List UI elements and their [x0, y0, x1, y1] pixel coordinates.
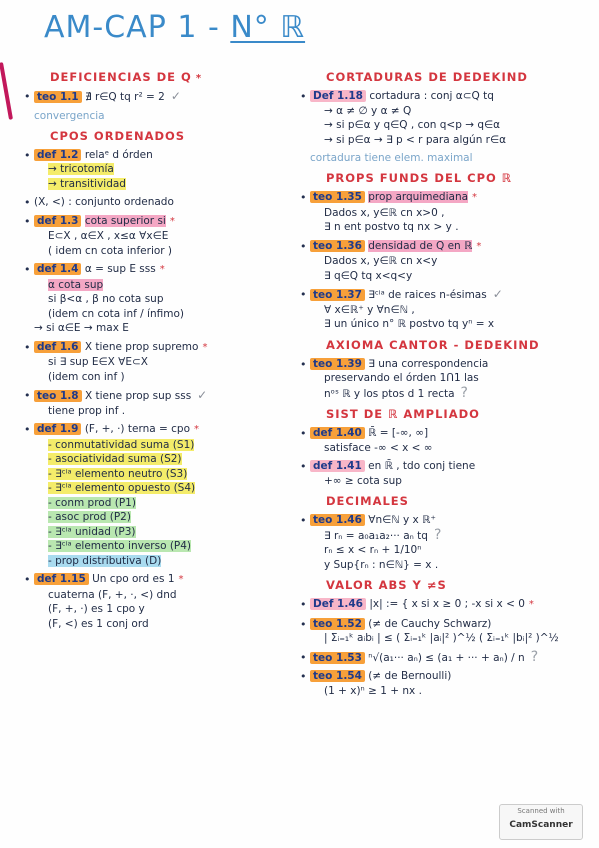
def-1-40: • def 1.40 ℝ̄ = [-∞, ∞] satisface -∞ < x < ∞ [300, 427, 433, 454]
left-column [24, 64, 296, 635]
teo-1-36: • teo 1.36 densidad de Q en ℝ * Dados x, y∈ℝ cn x<y ∃ q∈Q tq x<q<y [300, 239, 482, 282]
teo-1-52: • teo 1.52 (≠ de Cauchy Schwarz) | Σᵢ₌₁ᵏ aᵢbᵢ | ≤ ( Σᵢ₌₁ᵏ |aᵢ|² )^½ ( Σᵢ₌₁ᵏ |bᵢ|² )^½ [300, 617, 559, 644]
section-cortaduras: CORTADURAS DE DEDEKIND [326, 70, 528, 84]
tag-teo-1-1: teo 1.1 [34, 91, 82, 103]
margin-mark [0, 62, 13, 120]
title-main: AM-CAP 1 - [44, 10, 231, 45]
def-1-46: • Def 1.46 |x| := { x si x ≥ 0 ; -x si x < 0 * [300, 598, 534, 611]
section-deficiencias: DEFICIENCIAS DE Q * [50, 70, 203, 84]
teo-1-46: • teo 1.46 ∀n∈ℕ y x ℝ⁺ ∃ rₙ = a₀a₁a₂··· aₙ tq ? rₙ ≤ x < rₙ + 1/10ⁿ y Sup{rₙ : n∈ℕ} = x . [300, 514, 442, 571]
def-1-2: • def 1.2 relaᵉ d órden → tricotomía → transitividad [24, 148, 153, 190]
def-1-9: • def 1.9 (F, +, ·) terna = cpo * - conmutatividad suma (S1) - asociatividad suma (S2) - ∃ᶜⁱᵃ elemento neutro (S3) - ∃ᶜⁱᵃ elemento opuesto (S4) - conm prod (P1) - asoc prod (P2) - ∃ᶜⁱᵃ unidad (P3) - ∃ᶜⁱᵃ elemento inverso (P4) - prop distributiva (D) [24, 423, 200, 567]
teo-1-8: • teo 1.8 X tiene prop sup sss ✓ tiene prop inf . [24, 388, 208, 417]
section-valor-abs: VALOR ABS Y ≠S [326, 578, 447, 592]
teo-1-37: • teo 1.37 ∃ᶜⁱᵃ de raices n-ésimas ✓ ∀ x∈ℝ⁺ y ∀n∈ℕ , ∃ un único n° ℝ postvo tq yⁿ = x [300, 287, 503, 330]
def-1-3: • def 1.3 cota superior si * E⊂X , α∈X , x≤α ∀x∈E ( idem cn cota inferior ) [24, 214, 175, 257]
teo-1-39: • teo 1.39 ∃ una correspondencia preservando el órden 1Ո1 las nᵒˢ ℝ y los ptos d 1 recta ? [300, 357, 489, 401]
teo-1-54: • teo 1.54 (≠ de Bernoulli) (1 + x)ⁿ ≥ 1 + nx . [300, 670, 452, 697]
def-1-41: • def 1.41 en ℝ̄ , tdo conj tiene +∞ ≥ cota sup [300, 460, 476, 487]
section-ampliado: SIST DE ℝ AMPLIADO [326, 407, 480, 421]
section-props-funds: PROPS FUNDS DEL CPO ℝ [326, 171, 513, 185]
def-1-18: • Def 1.18 cortadura : conj α⊂Q tq → α ≠ ∅ y α ≠ Q → si p∈α y q∈Q , con q<p → q∈α → si p∈α → ∃ p < r para algún r∈α [300, 90, 507, 146]
teo-1-1: • teo 1.1 ∄ r∈Q tq r² = 2 ✓ [24, 89, 181, 103]
note-cortadura: cortadura tiene elem. maximal [310, 152, 473, 164]
def-1-4: • def 1.4 α = sup E sss * α cota sup si β<α , β no cota sup (idem cn cota inf / ínfimo) → si α∈E → max E [24, 263, 184, 334]
def-1-15: • def 1.15 Un cpo ord es 1 * cuaterna (F, +, ·, <) dnd (F, +, ·) es 1 cpo y (F, <) es 1 conj ord [24, 573, 184, 630]
section-cpos-ordenados: CPOS ORDENADOS [50, 128, 186, 143]
right-column [300, 64, 595, 702]
ordered-set: • (X, <) : conjunto ordenado [24, 196, 174, 209]
teo-1-35: • teo 1.35 prop arquimediana * Dados x, y∈ℝ cn x>0 , ∃ n ent postvo tq nx > y . [300, 191, 478, 233]
page-title [44, 10, 305, 45]
section-axioma: AXIOMA CANTOR - DEDEKIND [326, 337, 540, 352]
section-decimales: DECIMALES [326, 494, 409, 508]
camscanner-badge: Scanned with CamScanner [499, 804, 583, 840]
teo-1-53: • teo 1.53 ⁿ√(a₁··· aₙ) ≤ (a₁ + ··· + aₙ) / n ? [300, 648, 539, 665]
title-underlined: N° ℝ [230, 10, 306, 45]
note-convergencia: convergencia [34, 109, 105, 122]
def-1-6: • def 1.6 X tiene prop supremo * si ∃ sup E∈X ∀E⊂X (idem con inf ) [24, 340, 208, 383]
